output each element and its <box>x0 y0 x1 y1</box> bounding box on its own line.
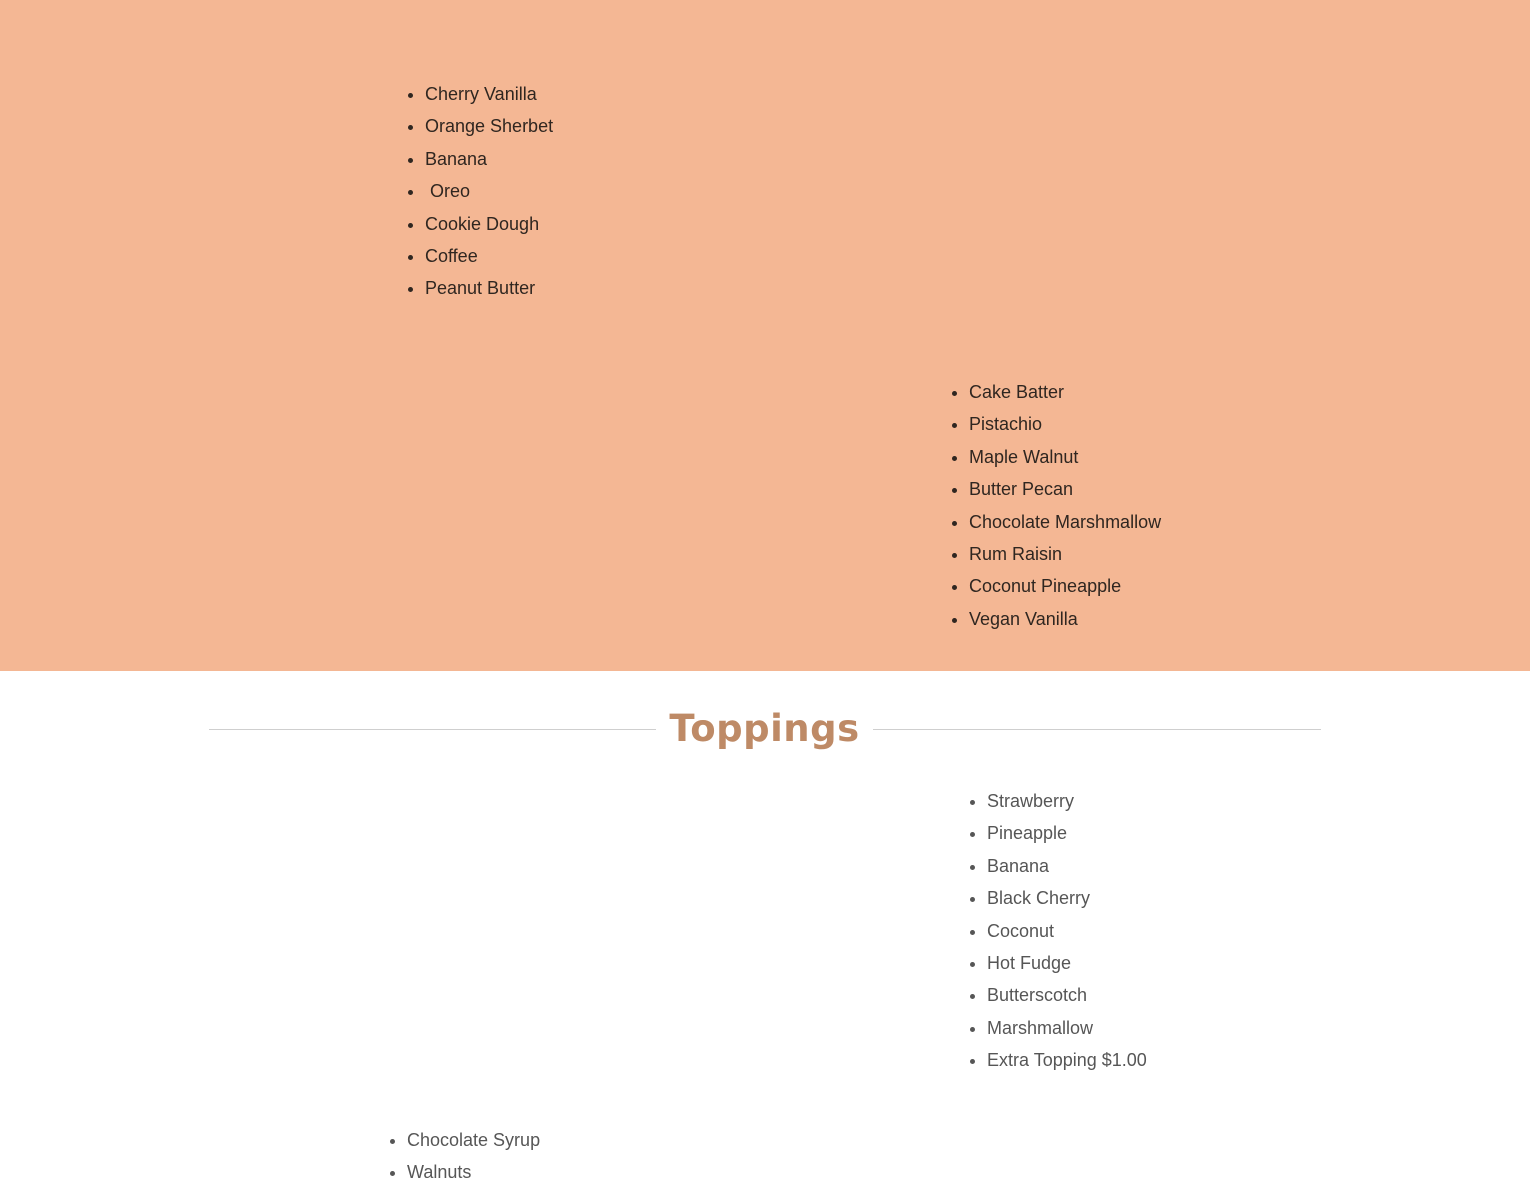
topping-item: • Butterscotch <box>987 979 1147 1011</box>
topping-item: • Extra Topping $1.00 <box>987 1044 1147 1076</box>
flavor-item: • Rum Raisin <box>969 538 1161 570</box>
flavor-item: • Butter Pecan <box>969 473 1161 505</box>
divider-left <box>209 729 656 730</box>
toppings-list-right <box>967 785 1147 1077</box>
flavor-item: • Banana <box>425 143 553 175</box>
flavor-item: • Chocolate Marshmallow <box>969 506 1161 538</box>
toppings-header <box>209 697 1321 761</box>
divider-right <box>873 729 1321 730</box>
toppings-title: Toppings <box>669 707 860 750</box>
flavor-item: • Oreo <box>425 175 553 207</box>
flavor-item: • Vegan Vanilla <box>969 603 1161 635</box>
topping-item: • Hot Fudge <box>987 947 1147 979</box>
toppings-list-left <box>387 1124 540 1178</box>
flavor-item: • Coffee <box>425 240 553 272</box>
flavor-item: • Cake Batter <box>969 376 1161 408</box>
topping-item: • Pineapple <box>987 817 1147 849</box>
topping-item: • Walnuts <box>407 1156 540 1178</box>
topping-item: • Coconut <box>987 915 1147 947</box>
topping-item: • Strawberry <box>987 785 1147 817</box>
flavors-list-left <box>405 78 553 305</box>
flavor-item: • Orange Sherbet <box>425 110 553 142</box>
flavor-item: • Pistachio <box>969 408 1161 440</box>
flavor-item: • Coconut Pineapple <box>969 570 1161 602</box>
flavor-item: • Cookie Dough <box>425 208 553 240</box>
flavor-item: • Cherry Vanilla <box>425 78 553 110</box>
topping-item: • Banana <box>987 850 1147 882</box>
flavors-list-right <box>949 376 1161 635</box>
flavor-item: • Peanut Butter <box>425 272 553 304</box>
flavor-item: • Maple Walnut <box>969 441 1161 473</box>
topping-item: • Marshmallow <box>987 1012 1147 1044</box>
topping-item: • Black Cherry <box>987 882 1147 914</box>
topping-item: • Chocolate Syrup <box>407 1124 540 1156</box>
